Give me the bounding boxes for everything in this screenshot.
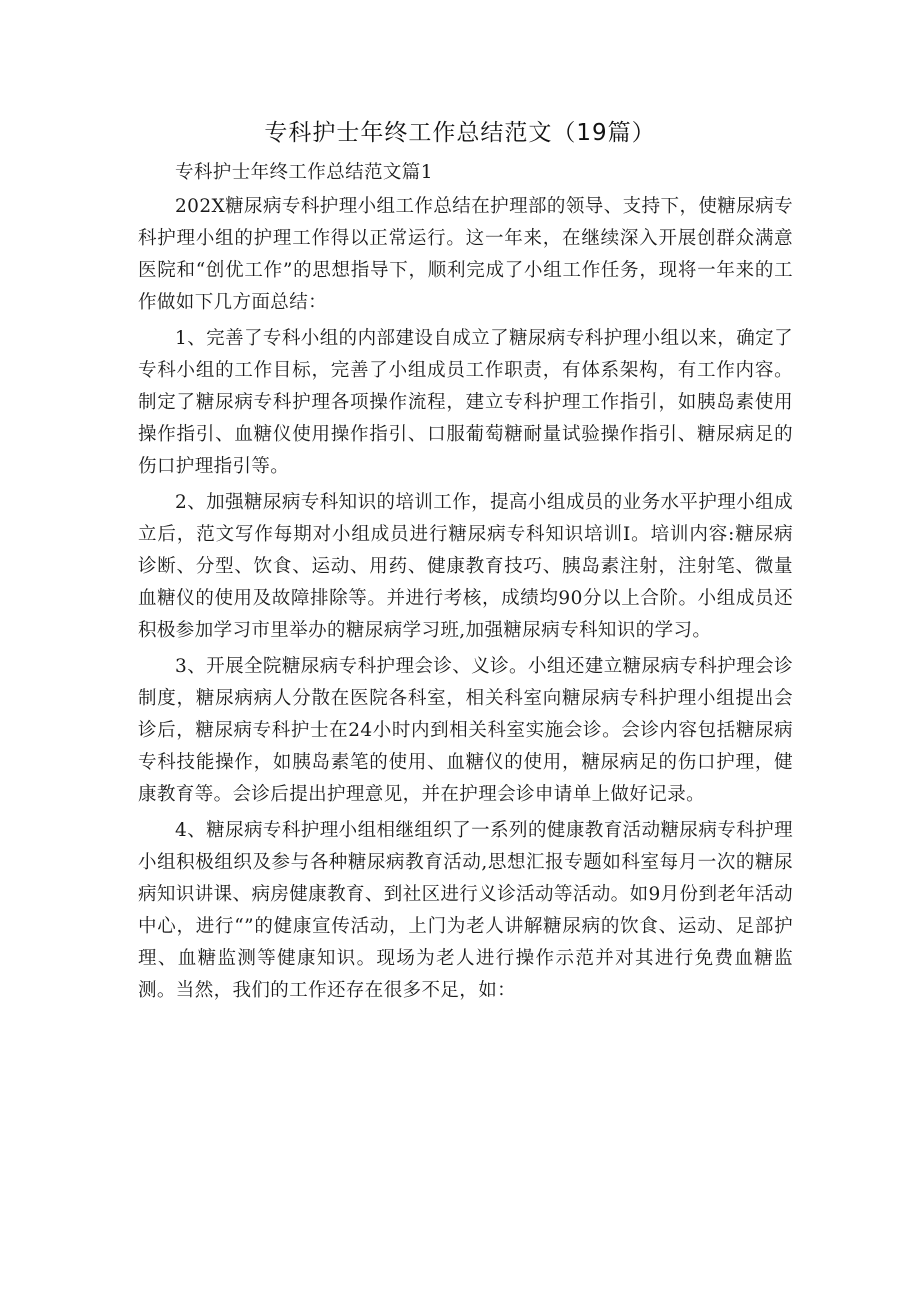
document-title: 专科护士年终工作总结范文（19篇）	[264, 120, 656, 146]
paragraph-item-3: 3、开展全院糖尿病专科护理会诊、义诊。小组还建立糖尿病专科护理会诊制度，糖尿病病人分散在医院各科室，相关科室向糖尿病专科护理小组提出会诊后，糖尿病专科护士在24小时内到相关科室实施会诊。会诊内容包括糖尿病专科技能操作，如胰岛素笔的使用、血糖仪的使用，糖尿病足的伤口护理，健康教育等。会诊后提出护理意见，并在护理会诊申请单上做好记录。	[138, 656, 793, 805]
paragraph-item-2: 2、加强糖尿病专科知识的培训工作，提高小组成员的业务水平护理小组成立后，范文写作每期对小组成员进行糖尿病专科知识培训I。培训内容:糖尿病诊断、分型、饮食、运动、用药、健康教育技巧、胰岛素注射，注射笔、微量血糖仪的使用及故障排除等。并进行考核，成绩均90分以上合阶。小组成员还积极参加学习市里举办的糖尿病学习班,加强糖尿病专科知识的学习。	[138, 492, 793, 641]
section-heading: 专科护士年终工作总结范文篇1	[175, 162, 433, 183]
paragraph-item-4: 4、糖尿病专科护理小组相继组织了一系列的健康教育活动糖尿病专科护理小组积极组织及参与各种糖尿病教育活动,思想汇报专题如科室每月一次的糖尿病知识讲课、病房健康教育、到社区进行义诊活动等活动。如9月份到老年活动中心，进行“”的健康宣传活动，上门为老人讲解糖尿病的饮食、运动、足部护理、血糖监测等健康知识。现场为老人进行操作示范并对其进行免费血糖监测。当然，我们的工作还存在很多不足，如：	[138, 820, 793, 1001]
paragraph-item-1: 1、完善了专科小组的内部建设自成立了糖尿病专科护理小组以来，确定了专科小组的工作目标，完善了小组成员工作职责，有体系架构，有工作内容。制定了糖尿病专科护理各项操作流程，建立专科护理工作指引，如胰岛素使用操作指引、血糖仪使用操作指引、口服葡萄糖耐量试验操作指引、糖尿病足的伤口护理指引等。	[138, 328, 793, 477]
document-body	[138, 157, 793, 1007]
paragraph-intro: 202X糖尿病专科护理小组工作总结在护理部的领导、支持下，使糖尿病专科护理小组的护理工作得以正常运行。这一年来，在继续深入开展创群众满意医院和“创优工作”的思想指导下，顺利完成了小组工作任务，现将一年来的工作做如下几方面总结：	[138, 196, 793, 313]
